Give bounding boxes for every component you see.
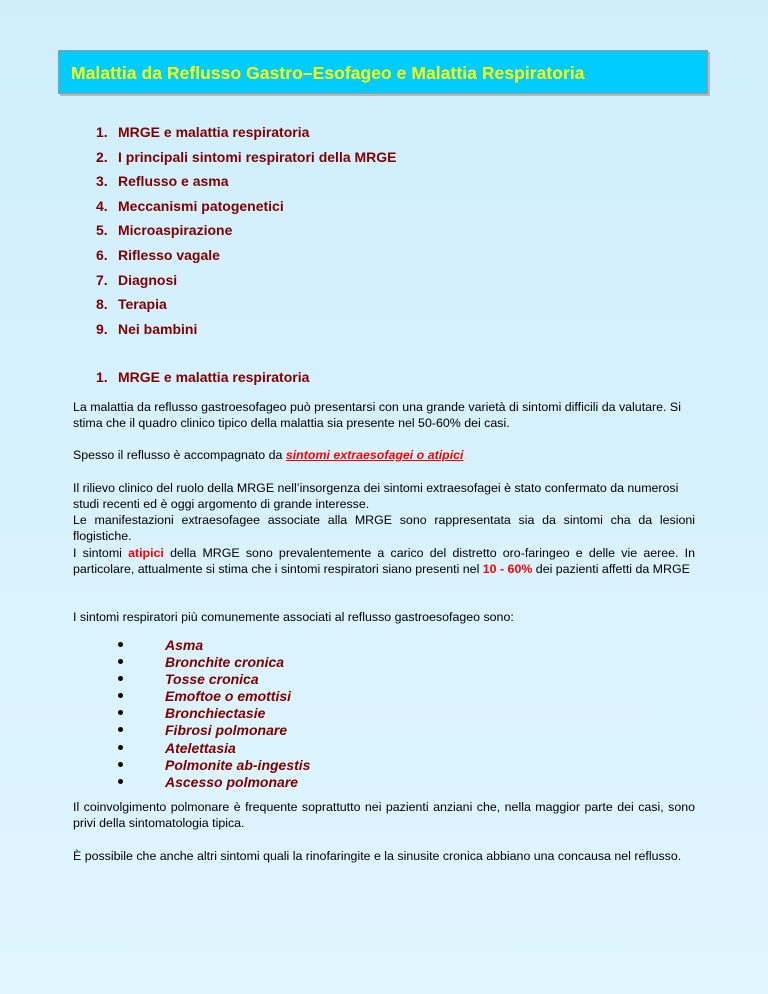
toc-number: 9. xyxy=(96,320,108,337)
table-of-contents xyxy=(96,124,397,345)
toc-label: Meccanismi patogenetici xyxy=(118,197,284,214)
toc-item[interactable] xyxy=(96,222,397,247)
symptom-label: Polmonite ab-ingestis xyxy=(165,756,311,773)
toc-label: Diagnosi xyxy=(118,271,178,288)
highlight-percentage: 10 - 60% xyxy=(482,562,533,576)
toc-item[interactable] xyxy=(96,296,397,321)
paragraph-other-symptoms: È possibile che anche altri sintomi quali la rinofaringite e la sinusite cronica abbiano una concausa nel reflusso. xyxy=(73,849,682,863)
symptom-label: Fibrosi polmonare xyxy=(165,722,288,739)
list-item xyxy=(118,722,310,739)
symptom-label: Atelettasia xyxy=(165,739,236,756)
bullet-icon xyxy=(118,779,123,784)
toc-number: 8. xyxy=(96,296,108,313)
toc-label: Nei bambini xyxy=(118,320,198,337)
toc-item[interactable] xyxy=(96,321,397,346)
toc-item[interactable] xyxy=(96,124,397,149)
list-item xyxy=(118,637,310,654)
paragraph-text: I sintomi xyxy=(73,546,129,560)
bullet-icon xyxy=(118,642,123,647)
toc-number: 1. xyxy=(96,124,108,140)
bullet-icon xyxy=(118,727,123,732)
list-item xyxy=(118,671,310,688)
section-title: MRGE e malattia respiratoria xyxy=(118,369,310,385)
toc-number: 7. xyxy=(96,271,108,288)
toc-label: I principali sintomi respiratori della MRGE xyxy=(118,148,397,165)
toc-number: 2. xyxy=(96,148,108,165)
toc-item[interactable] xyxy=(96,173,397,198)
toc-label: Reflusso e asma xyxy=(118,173,229,190)
paragraph-intro: La malattia da reflusso gastroesofageo può presentarsi con una grande varietà di sintomi difficili da valutare. Si stima che il quadro clinico tipico della malattia sia presente nel 50-60% dei casi. xyxy=(73,400,681,430)
toc-item[interactable] xyxy=(96,149,397,174)
symptom-label: Bronchiectasie xyxy=(165,705,266,722)
toc-label: Terapia xyxy=(118,296,167,313)
toc-number: 5. xyxy=(96,222,108,239)
toc-item[interactable] xyxy=(96,198,397,223)
paragraph-list-intro: I sintomi respiratori più comunemente associati al reflusso gastroesofageo sono: xyxy=(73,610,514,624)
section-number: 1. xyxy=(96,369,108,385)
title-box xyxy=(58,50,708,94)
toc-number: 4. xyxy=(96,197,108,214)
list-item xyxy=(118,740,310,757)
symptom-label: Ascesso polmonare xyxy=(165,773,299,790)
list-item xyxy=(118,705,310,722)
bullet-icon xyxy=(118,745,123,750)
toc-label: MRGE e malattia respiratoria xyxy=(118,124,310,140)
paragraph-elderly: Il coinvolgimento polmonare è frequente soprattutto nei pazienti anziani che, nella maggior parte dei casi, sono privi della sintomatologia tipica. xyxy=(73,800,695,830)
symptom-label: Tosse cronica xyxy=(165,671,259,688)
toc-number: 6. xyxy=(96,246,108,263)
bullet-icon xyxy=(118,710,123,715)
toc-item[interactable] xyxy=(96,247,397,272)
list-item xyxy=(118,654,310,671)
list-item xyxy=(118,757,310,774)
toc-number: 3. xyxy=(96,173,108,190)
paragraph-manifestations: Le manifestazioni extraesofagee associate alla MRGE sono rappresentata sia da sintomi cha da lesioni flogistiche. xyxy=(73,513,695,543)
list-item xyxy=(118,688,310,705)
bullet-icon xyxy=(118,676,123,681)
symptom-label: Bronchite cronica xyxy=(165,654,285,671)
paragraph-atypical xyxy=(73,447,695,463)
highlight-atipici: atipici xyxy=(128,546,164,560)
paragraph-text: della MRGE sono prevalentemente a carico del distretto oro-faringeo e delle vie aeree. In particolare, attualmente si stima che i sintomi respiratori siano presenti nel xyxy=(73,546,695,576)
toc-label: Microaspirazione xyxy=(118,222,233,239)
paragraph-text: dei pazienti affetti da MRGE xyxy=(532,562,690,576)
paragraph-clinical: Il rilievo clinico del ruolo della MRGE nell’insorgenza dei sintomi extraesofagei è stato confermato da numerosi studi recenti ed è oggi argomento di grande interesse. xyxy=(73,481,679,511)
symptom-label: Emoftoe o emottisi xyxy=(165,688,292,705)
paragraph-text: Spesso il reflusso è accompagnato da xyxy=(73,448,286,462)
toc-item[interactable] xyxy=(96,272,397,297)
symptom-label: Asma xyxy=(165,637,204,653)
page-title: Malattia da Reflusso Gastro–Esofageo e Malattia Respiratoria xyxy=(71,63,585,83)
bullet-icon xyxy=(118,762,123,767)
atypical-symptoms-link[interactable]: sintomi extraesofagei o atipici xyxy=(285,448,464,462)
bullet-icon xyxy=(118,693,123,698)
toc-label: Riflesso vagale xyxy=(118,246,220,263)
list-item xyxy=(118,774,310,791)
bullet-icon xyxy=(118,659,123,664)
paragraph-prevalence xyxy=(73,545,695,577)
section-heading xyxy=(96,369,309,385)
paragraph-text: . xyxy=(463,448,467,462)
symptoms-list xyxy=(118,637,310,791)
